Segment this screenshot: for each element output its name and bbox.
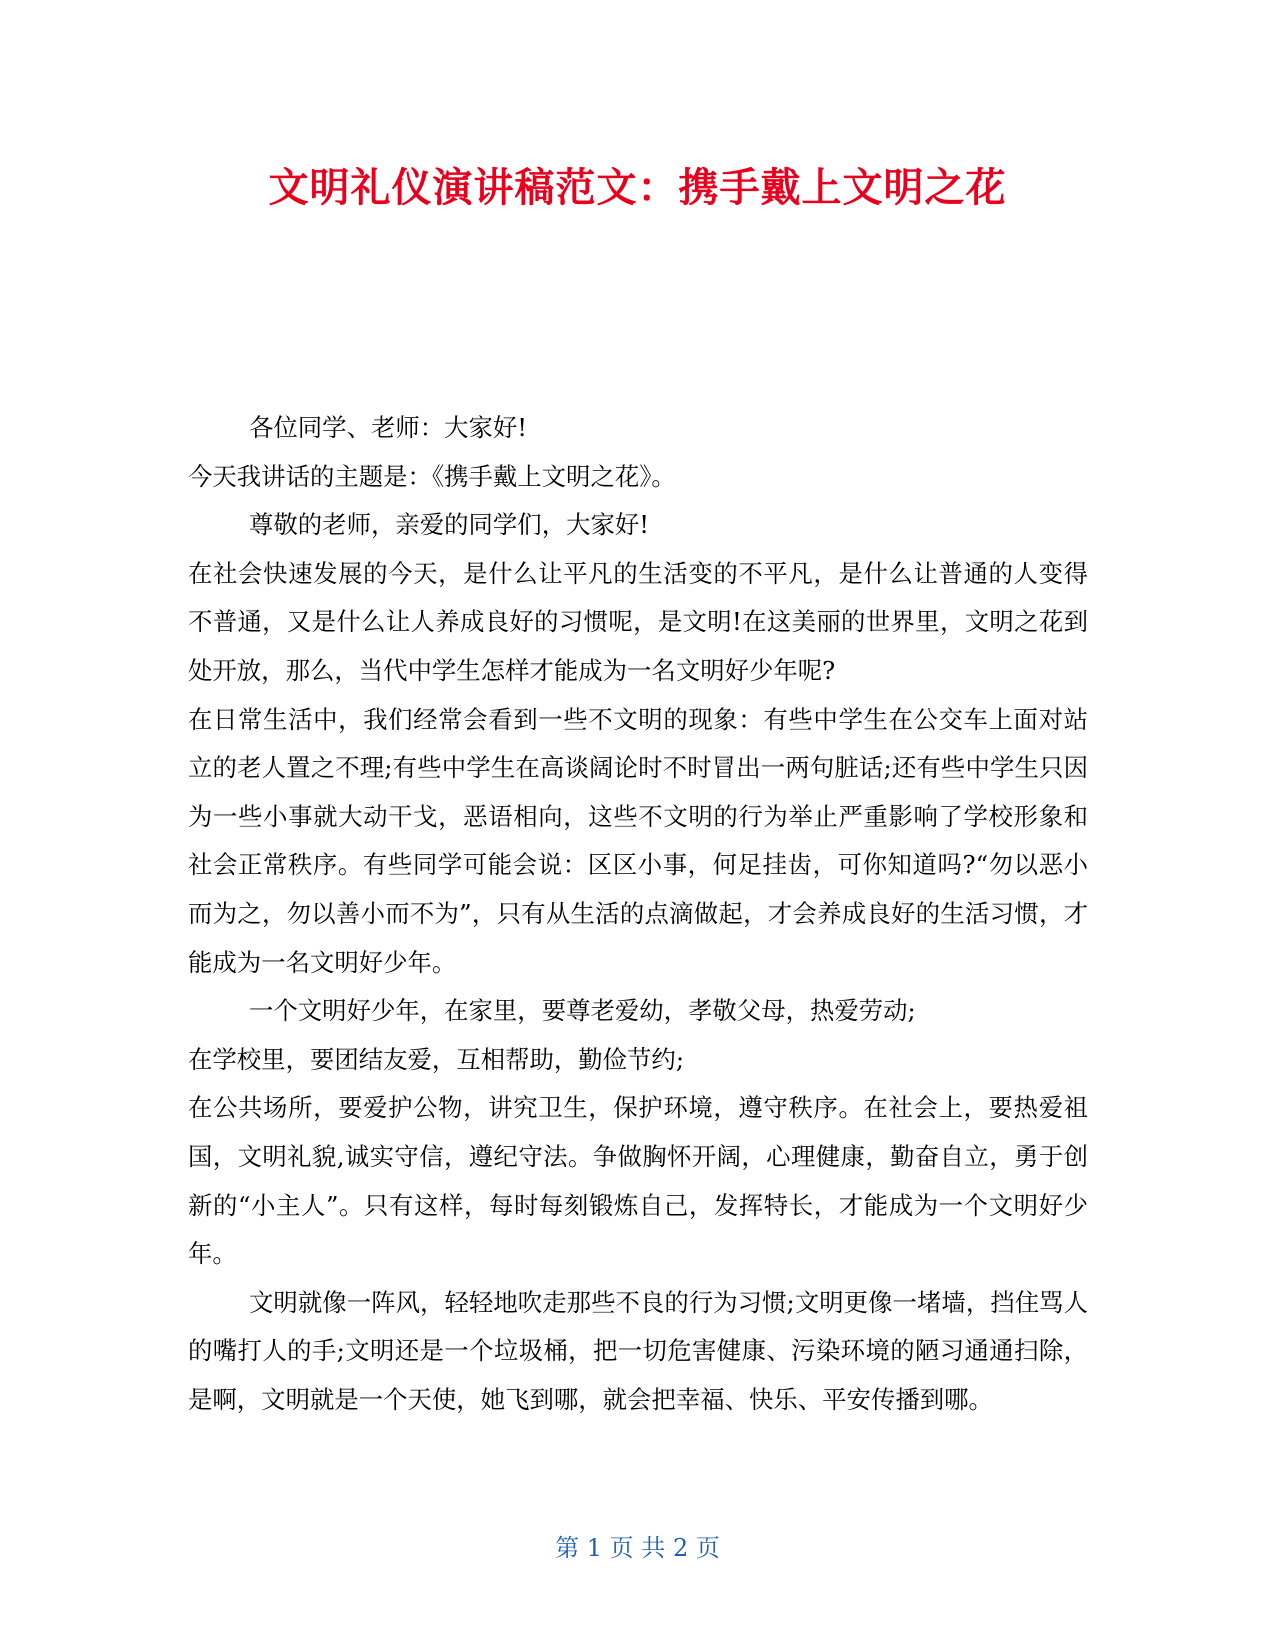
page-footer: 第 1 页 共 2 页 bbox=[555, 1534, 720, 1562]
paragraph-salutation: 尊敬的老师，亲爱的同学们，大家好! bbox=[249, 510, 650, 540]
paragraph-metaphor: 文明就像一阵风，轻轻地吹走那些不良的行为习惯;文明更像一堵墙，挡住骂人的嘴打人的手;文明还是一个垃圾桶，把一切危害健康、污染环境的陋习通通扫除，是啊，文明就是一个天使，她飞到哪，就会把幸福、快乐、平安传播到哪。 bbox=[188, 1287, 1088, 1414]
paragraph-society: 在公共场所，要爱护公物，讲究卫生，保护环境，遵守秩序。在社会上，要热爱祖国，文明礼貌,诚实守信，遵纪守法。争做胸怀开阔，心理健康，勤奋自立，勇于创新的“小主人”。只有这样，每时每刻锻炼自己，发挥特长，才能成为一个文明好少年。 bbox=[188, 1093, 1088, 1269]
page-title: 文明礼仪演讲稿范文：携手戴上文明之花 bbox=[268, 165, 1007, 211]
paragraph-greeting: 各位同学、老师：大家好! bbox=[249, 413, 528, 442]
paragraph-topic: 今天我讲话的主题是：《携手戴上文明之花》。 bbox=[188, 461, 676, 491]
paragraph-school: 在学校里，要团结友爱，互相帮助，勤俭节约; bbox=[188, 1044, 685, 1074]
paragraph-intro: 在社会快速发展的今天，是什么让平凡的生活变的不平凡，是什么让普通的人变得不普通，又是什么让人养成良好的习惯呢，是文明!在这美丽的世界里，文明之花到处开放，那么，当代中学生怎样才能成为一名文明好少年呢? bbox=[188, 558, 1088, 685]
document-body bbox=[188, 404, 1088, 1424]
paragraph-home: 一个文明好少年，在家里，要尊老爱幼，孝敬父母，热爱劳动; bbox=[249, 996, 916, 1026]
paragraph-phenomena: 在日常生活中，我们经常会看到一些不文明的现象：有些中学生在公交车上面对站立的老人置之不理;有些中学生在高谈阔论时不时冒出一两句脏话;还有些中学生只因为一些小事就大动干戈，恶语相向，这些不文明的行为举止严重影响了学校形象和社会正常秩序。有些同学可能会说：区区小事，何足挂齿，可你知道吗?“勿以恶小而为之，勿以善小而不为”，只有从生活的点滴做起，才会养成良好的生活习惯，才能成为一名文明好少年。 bbox=[188, 704, 1088, 977]
